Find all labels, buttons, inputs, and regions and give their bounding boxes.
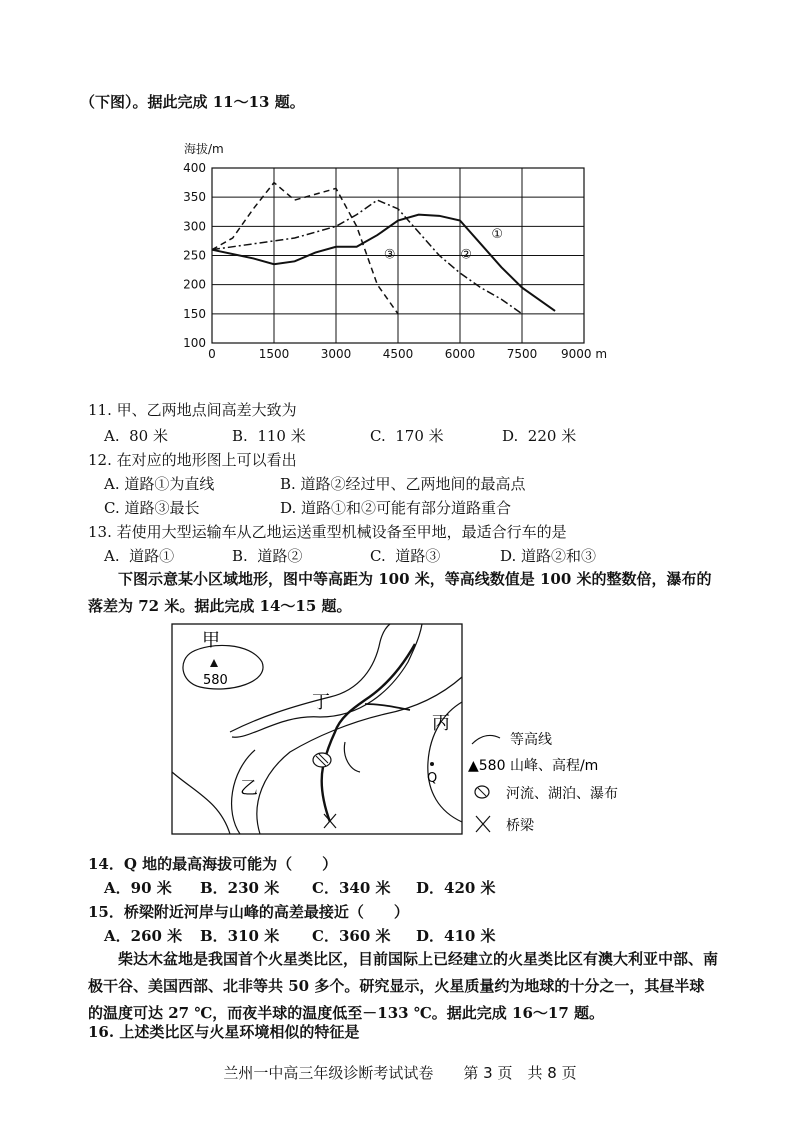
- q14-stem: 14．Q 地的最高海拔可能为（ ）: [88, 855, 338, 873]
- q13-option-a: A. 道路①: [104, 547, 175, 565]
- map-intro-paragraph: 下图示意某小区域地形，图中等高距为 100 米，等高线数值是 100 米的整数倍，瀑布的落差为 72 米。据此完成 14～15 题。: [88, 570, 712, 615]
- bridge-legend-symbol: [476, 816, 490, 832]
- map-frame: [172, 624, 462, 834]
- point-q-marker: [430, 762, 434, 766]
- mars-intro-paragraph: 柴达木盆地是我国首个火星类比区，目前国际上已经建立的火星类比区有澳大利亚中部、南极干谷、美国西部、北非等共 50 多个。研究显示，火星质量约为地球的十分之一，其昼半球的温度可达 27 ℃，而夜半球的温度低至－133 ℃。据此完成 16～17 题。: [88, 950, 719, 1022]
- q15-stem: 15．桥梁附近河岸与山峰的高差最接近（ ）: [88, 903, 409, 921]
- point-q-label: Q: [427, 771, 438, 786]
- q15-option-b: B．310 米: [200, 927, 280, 945]
- peak-elevation: 580: [203, 673, 228, 688]
- q14-option-d: D．420 米: [416, 879, 496, 897]
- elevation-profile-chart: [170, 135, 640, 365]
- map-legend: [468, 720, 648, 840]
- y-tick-label: 150: [183, 306, 206, 321]
- y-tick-label: 200: [183, 277, 206, 292]
- x-tick-label: 3000: [320, 347, 352, 361]
- q12-option-c: C. 道路③最长: [104, 499, 200, 517]
- q11-option-a: A. 80 米: [104, 427, 168, 445]
- q11-option-b: B. 110 米: [232, 427, 306, 445]
- legend-peak: ▲580 山峰、高程/m: [468, 758, 599, 774]
- curve-label-2: ②: [460, 247, 473, 263]
- x-tick-label: 6000: [444, 347, 476, 361]
- y-tick-label: 300: [183, 219, 206, 234]
- q14-option-a: A．90 米: [104, 879, 172, 897]
- q15-option-c: C．360 米: [312, 927, 391, 945]
- q12-option-d: D. 道路①和②可能有部分道路重合: [280, 499, 512, 517]
- q13-option-c: C. 道路③: [370, 547, 441, 565]
- q15-option-d: D．410 米: [416, 927, 496, 945]
- profile-line-1: [212, 215, 555, 311]
- topographic-map: [170, 622, 480, 840]
- q11-option-c: C. 170 米: [370, 427, 444, 445]
- x-tick-label: 7500: [506, 347, 538, 361]
- q13-stem: 13. 若使用大型运输车从乙地运送重型机械设备至甲地，最适合行车的是: [88, 523, 567, 541]
- q11-option-d: D. 220 米: [502, 427, 577, 445]
- place-label-ding: 丁: [312, 692, 330, 713]
- q12-option-a: A. 道路①为直线: [104, 475, 215, 493]
- q14-option-c: C．340 米: [312, 879, 391, 897]
- q16-stem: 16. 上述类比区与火星环境相似的特征是: [88, 1023, 360, 1041]
- lake: [313, 753, 331, 767]
- q12-stem: 12. 在对应的地形图上可以看出: [88, 451, 297, 469]
- profile-line-3: [212, 183, 398, 314]
- curve-label-1: ①: [491, 227, 504, 242]
- q12-option-b: B. 道路②经过甲、乙两地间的最高点: [280, 475, 526, 493]
- x-tick-label: 9000 m: [560, 347, 608, 361]
- y-tick-label: 400: [183, 161, 206, 175]
- place-label-bing: 丙: [432, 713, 450, 734]
- y-axis-title: 海拔/m: [184, 142, 224, 156]
- legend-bridge: 桥梁: [506, 818, 534, 834]
- y-tick-label: 100: [183, 336, 206, 350]
- page-footer: 兰州一中高三年级诊断考试试卷 第 3 页 共 8 页: [223, 1064, 577, 1082]
- profile-line-2: [212, 200, 522, 314]
- y-tick-label: 350: [183, 190, 206, 205]
- x-tick-label: 0: [208, 347, 216, 361]
- place-label-yi: 乙: [240, 778, 258, 799]
- x-tick-label: 1500: [258, 347, 290, 361]
- place-label-jia: 甲: [202, 630, 220, 651]
- q15-option-a: A．260 米: [104, 927, 183, 945]
- y-tick-label: 250: [183, 248, 206, 263]
- curve-label-3: ③: [383, 247, 396, 263]
- intro-line: （下图）。据此完成 11～13 题。: [80, 93, 305, 111]
- q13-option-d: D. 道路②和③: [500, 547, 597, 565]
- x-tick-label: 4500: [382, 347, 414, 361]
- contour-legend-symbol: [472, 736, 500, 744]
- legend-water: 河流、湖泊、瀑布: [506, 786, 618, 802]
- q14-option-b: B．230 米: [200, 879, 280, 897]
- q11-stem: 11. 甲、乙两地点间高差大致为: [88, 401, 297, 419]
- legend-contour: 等高线: [510, 732, 552, 748]
- q13-option-b: B. 道路②: [232, 547, 303, 565]
